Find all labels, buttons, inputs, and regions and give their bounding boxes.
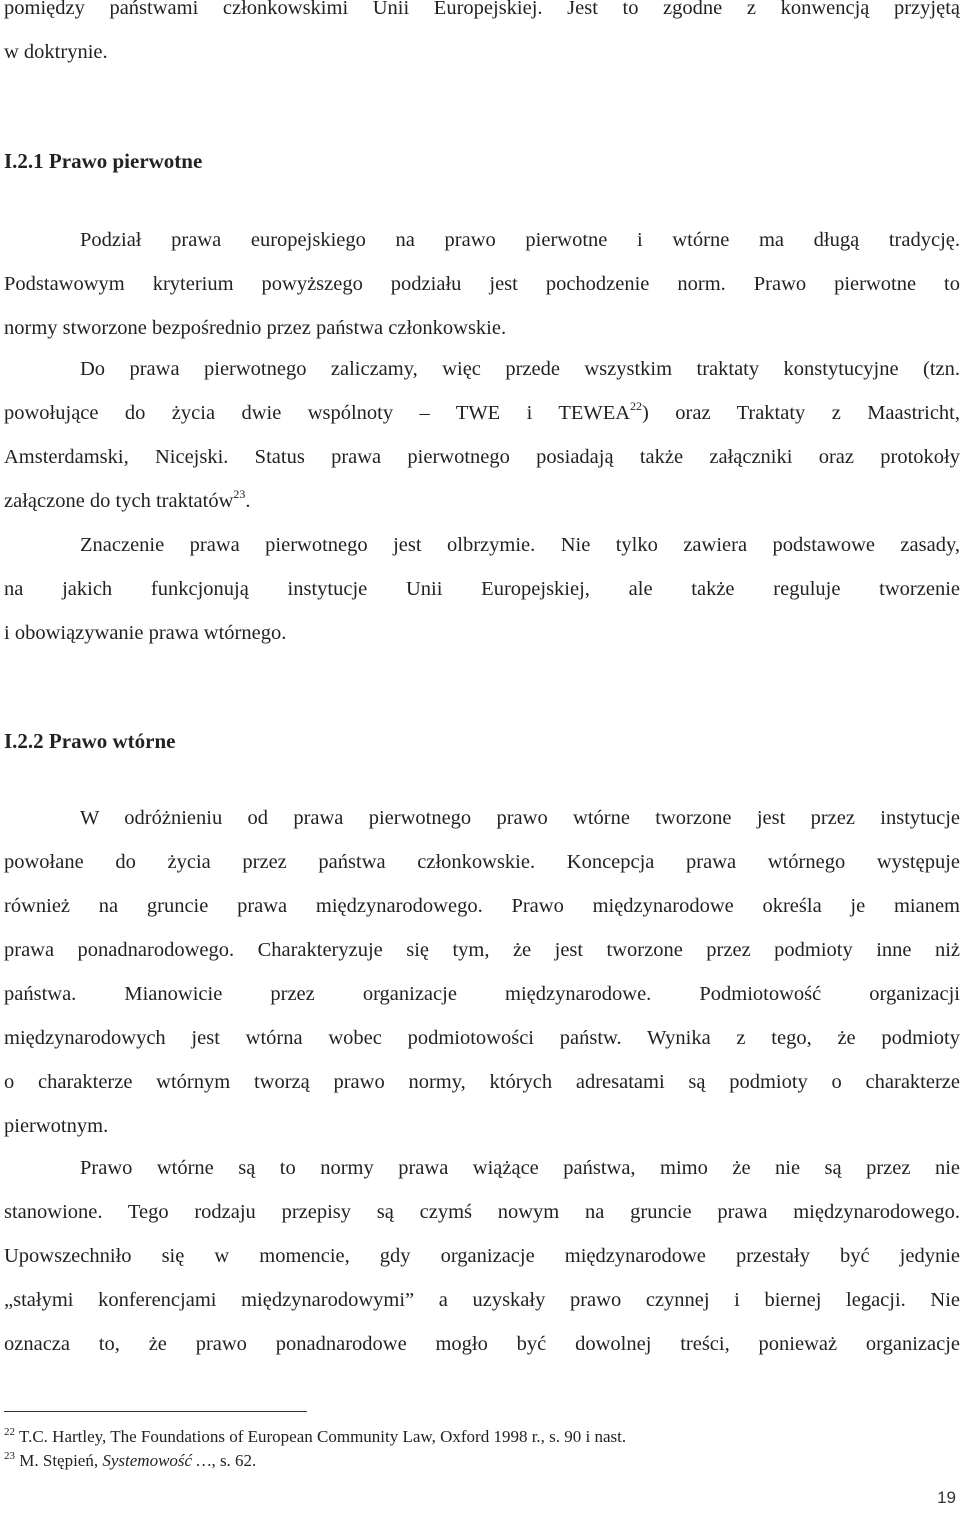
text-line: w doktrynie. xyxy=(4,41,108,63)
text-line: prawa ponadnarodowego. Charakteryzuje się tym, że jest tworzone przez podmioty inne niż xyxy=(4,939,960,961)
paragraph xyxy=(4,1146,960,1366)
text-line: międzynarodowych jest wtórna wobec podmiotowości państw. Wynika z tego, że podmioty xyxy=(4,1027,960,1049)
text-line: Upowszechniło się w momencie, gdy organizacje międzynarodowe przestały być jedynie xyxy=(4,1245,960,1267)
paragraph xyxy=(4,218,960,350)
text-line: Amsterdamski, Nicejski. Status prawa pierwotnego posiadają także załączniki oraz protokoły xyxy=(4,446,960,468)
paragraph xyxy=(4,796,960,1148)
page-number: 19 xyxy=(937,1488,956,1507)
text-line: Znaczenie prawa pierwotnego jest olbrzymie. Nie tylko zawiera podstawowe zasady, xyxy=(80,534,960,556)
text-line: „stałymi konferencjami międzynarodowymi” a uzyskały prawo czynnej i biernej legacji. Nie xyxy=(4,1289,960,1311)
paragraph xyxy=(4,347,960,523)
text-line: Podstawowym kryterium powyższego podziału jest pochodzenie norm. Prawo pierwotne to xyxy=(4,273,960,295)
footnote-ref-22: 22 xyxy=(630,399,643,413)
footnote-23: $^{23}$ M. Stępień, Systemowość …, s. 62. xyxy=(4,1450,257,1470)
text-line: pierwotnym. xyxy=(4,1115,109,1137)
text-line: normy stworzone bezpośrednio przez państwa członkowskie. xyxy=(4,317,507,339)
footnote-22: $^{22}$ T.C. Hartley, The Foundations of European Community Law, Oxford 1998 r., s. 90 i nast. xyxy=(4,1426,627,1446)
text-line: pomiędzy państwami członkowskimi Unii Europejskiej. Jest to zgodne z konwencją przyjętą xyxy=(4,0,960,19)
text-line: Prawo wtórne są to normy prawa wiążące państwa, mimo że nie są przez nie xyxy=(80,1157,960,1179)
text-line: Do prawa pierwotnego zaliczamy, więc przede wszystkim traktaty konstytucyjne (tzn. xyxy=(80,358,960,380)
text-line: państwa. Mianowicie przez organizacje międzynarodowe. Podmiotowość organizacji xyxy=(4,983,960,1005)
text-line: W odróżnieniu od prawa pierwotnego prawo wtórne tworzone jest przez instytucje xyxy=(80,807,960,829)
text-line: na jakich funkcjonują instytucje Unii Europejskiej, ale także reguluje tworzenie xyxy=(4,578,960,600)
paragraph xyxy=(4,523,960,655)
continuation-paragraph xyxy=(4,0,960,74)
text-line: stanowione. Tego rodzaju przepisy są czymś nowym na gruncie prawa międzynarodowego. xyxy=(4,1201,960,1223)
footnote-ref-23: 23 xyxy=(233,487,246,501)
section-heading-prawo-pierwotne: I.2.1 Prawo pierwotne xyxy=(4,149,203,173)
text-line: i obowiązywanie prawa wtórnego. xyxy=(4,622,287,644)
text-line: załączone do tych traktatów$^{23}$. xyxy=(4,487,251,512)
text-line: powołane do życia przez państwa członkowskie. Koncepcja prawa wtórnego występuje xyxy=(4,851,960,873)
footnote-divider xyxy=(4,1411,307,1412)
text-line: Podział prawa europejskiego na prawo pierwotne i wtórne ma długą tradycję. xyxy=(80,229,960,251)
text-line: powołujące do życia dwie wspólnoty – TWE i TEWEA$^{22}$) oraz Traktaty z Maastricht, xyxy=(4,399,960,424)
text-line: oznacza to, że prawo ponadnarodowe mogło być dowolnej treści, ponieważ organizacje xyxy=(4,1333,960,1355)
text-line: o charakterze wtórnym tworzą prawo normy, których adresatami są podmioty o charakterze xyxy=(4,1071,960,1093)
section-heading-prawo-wtorne: I.2.2 Prawo wtórne xyxy=(4,729,176,753)
text-line: również na gruncie prawa międzynarodowego. Prawo międzynarodowe określa je mianem xyxy=(4,895,960,917)
